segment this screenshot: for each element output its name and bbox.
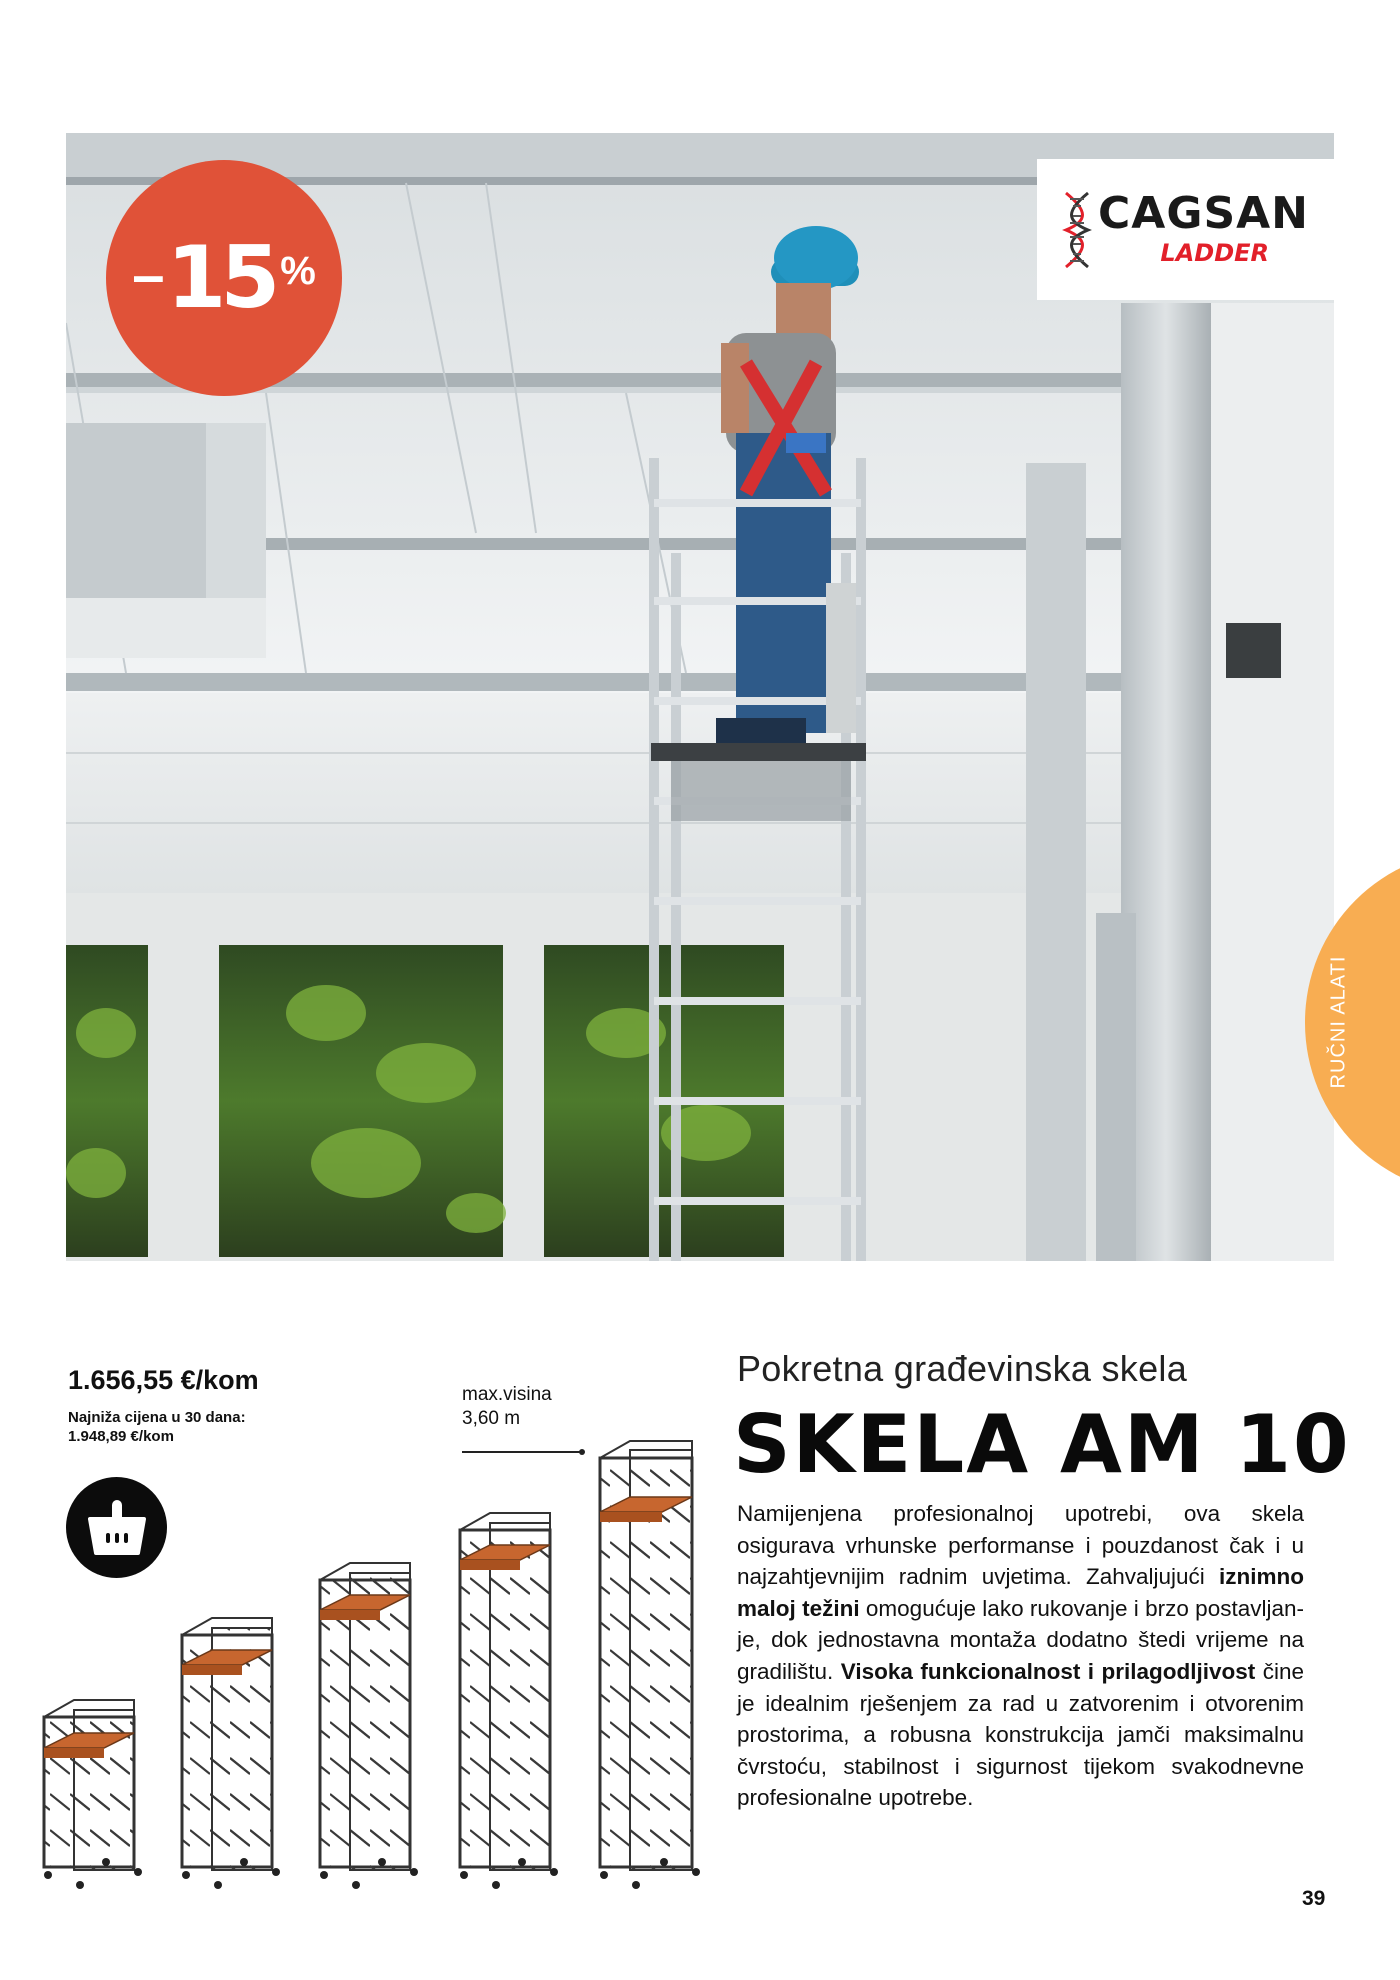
dna-helix-icon <box>1062 191 1092 269</box>
scaffold-tower-4 <box>460 1513 558 1889</box>
scaffold-tower-3 <box>320 1563 418 1889</box>
lowest-price-value: 1.948,89 €/kom <box>68 1428 174 1445</box>
brand-name: CAGSAN <box>1097 188 1310 240</box>
max-height-label <box>462 1383 552 1431</box>
product-subtitle: Pokretna građevinska skela <box>737 1348 1188 1389</box>
description-part-2: omogućuje lako rukovanje i brzo postavljanje, dok jednostavna montaža dodatno štedi vrijeme na gradilištu. <box>737 1595 1304 1684</box>
discount-minus: – <box>132 242 165 308</box>
product-title: SKELA AM 10 <box>733 1398 1351 1491</box>
description-part-3: čine je idealnim rješenjem za rad u zatvorenim i otvorenim prostorima, a robusna konstrukcija jamči maksimalnu čvrstoću, stabilnost i sigurnost tijekom svakodnevne profesionalne upotrebe. <box>737 1658 1304 1811</box>
description-part-1: Namijenjena profesionalnoj upotrebi, ova skela osigurava vrhunske performanse i pouzdanost čak i u najzahtjevnijim radnim uvjetima. Zahvaljujući <box>737 1501 1304 1590</box>
description-highlight-2: Visoka funkcionalnost i prilagodljivost <box>840 1658 1256 1684</box>
scaffold-towers-illustration <box>30 1430 710 1900</box>
max-height-caption: max.visina <box>462 1384 552 1405</box>
product-description <box>737 1498 1304 1814</box>
discount-percent: % <box>280 248 316 293</box>
brand-subline: LADDER <box>1160 239 1270 268</box>
brand-logo <box>1037 159 1334 300</box>
discount-badge <box>106 160 342 396</box>
max-height-value: 3,60 m <box>462 1408 521 1429</box>
description-highlight-1: iznimno maloj težini <box>737 1564 1304 1621</box>
price: 1.656,55 €/kom <box>68 1365 259 1395</box>
scaffold-tower-5 <box>600 1441 700 1889</box>
scaffold-tower-1 <box>44 1700 142 1889</box>
scaffold-tower-2 <box>182 1618 280 1889</box>
page-number: 39 <box>1302 1887 1326 1910</box>
lowest-price-label: Najniža cijena u 30 dana: <box>68 1409 246 1426</box>
category-tab-label: RUČNI ALATI <box>1327 955 1350 1089</box>
discount-value: 15 <box>166 228 275 328</box>
